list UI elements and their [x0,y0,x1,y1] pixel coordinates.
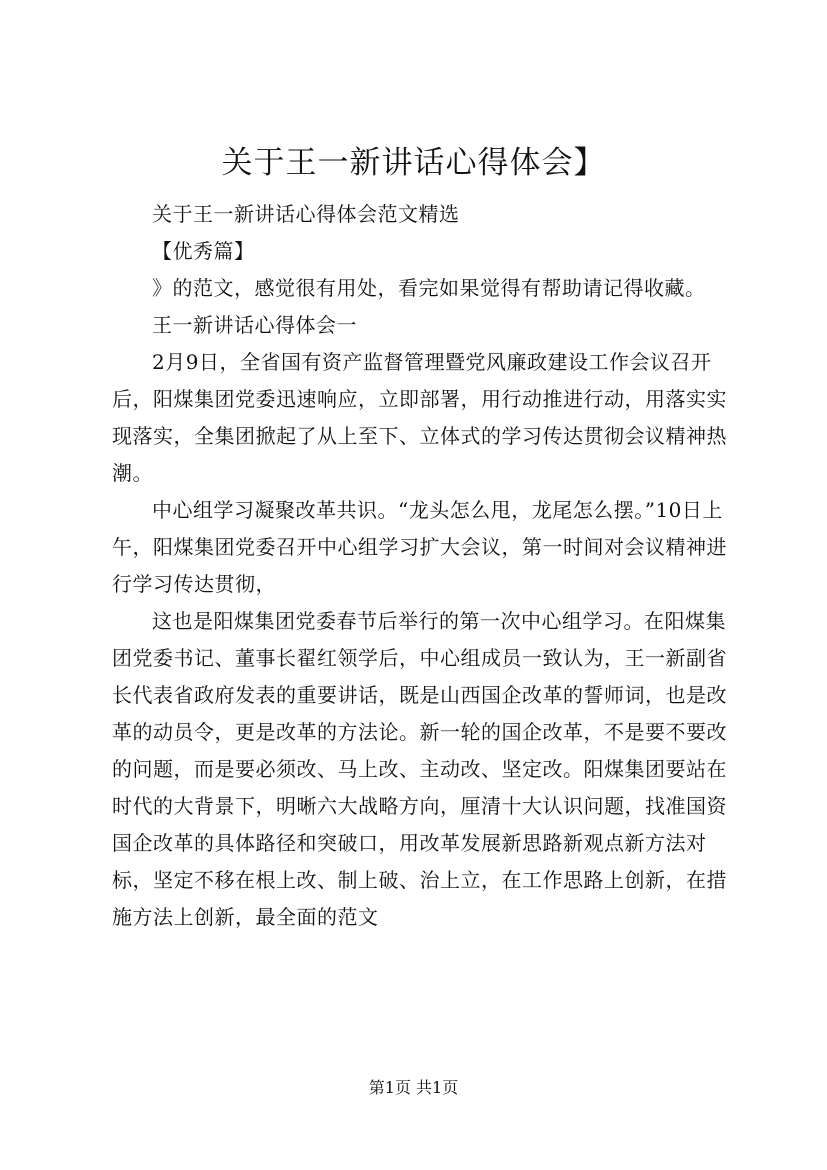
paragraph-subtitle: 关于王一新讲话心得体会范文精选 [152,202,460,226]
paragraph-body-3: 这也是阳煤集团党委春节后举行的第一次中心组学习。在阳煤集团党委书记、董事长翟红领学后，中心组成员一致认为，王一新副省长代表省政府发表的重要讲话，既是山西国企改革的誓师词，也是改革的动员令，更是改革的方法论。新一轮的国企改革，不是要不要改的问题，而是要必须改、马上改、主动改、坚定改。阳煤集团要站在时代的大背景下，明晰六大战略方向，厘清十大认识问题，找准国资国企改革的具体路径和突破口，用改革发展新思路新观点新方法对标，坚定不移在根上改、制上破、治上立，在工作思路上创新，在措施方法上创新，最全面的范文 [112,609,727,929]
paragraph-body-1: 2月9日，全省国有资产监督管理暨党风廉政建设工作会议召开后，阳煤集团党委迅速响应，立即部署，用行动推进行动，用落实实现落实，全集团掀起了从上至下、立体式的学习传达贯彻会议精神热潮。 [112,350,727,485]
paragraph-body-2: 中心组学习凝聚改革共识。“龙头怎么甩，龙尾怎么摆。”10日上午，阳煤集团党委召开中心组学习扩大会议，第一时间对会议精神进行学习传达贯彻， [112,498,727,596]
paragraph-excellent-tag: 【优秀篇】 [152,239,255,263]
paragraph-intro: 》的范文，感觉很有用处，看完如果觉得有帮助请记得收藏。 [152,276,706,300]
page-number-footer: 第1页 共1页 [368,1078,459,1097]
paragraph-section-heading: 王一新讲话心得体会一 [152,313,357,337]
document-title: 关于王一新讲话心得体会】 [221,145,606,181]
document-body [112,196,740,936]
